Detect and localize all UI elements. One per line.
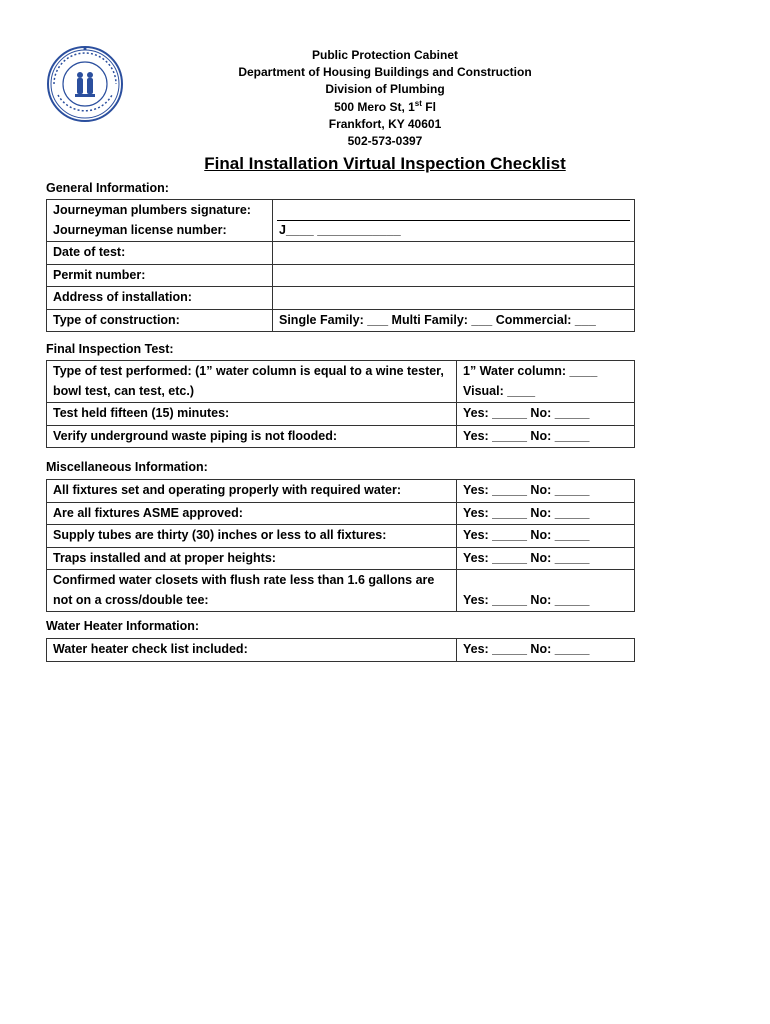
- permit-label: Permit number:: [47, 264, 273, 287]
- table-row: [47, 287, 635, 310]
- header-line: Department of Housing Buildings and Construction: [238, 65, 532, 80]
- final-test-table: [46, 360, 635, 448]
- visual-field[interactable]: Visual: ____: [463, 383, 536, 398]
- header-city: Frankfort, KY 40601: [328, 116, 442, 131]
- table-row: [47, 547, 635, 570]
- table-row: [47, 309, 635, 332]
- water-heater-table: [46, 638, 635, 662]
- test-type-field[interactable]: [457, 361, 635, 403]
- general-section-label: General Information:: [46, 181, 169, 195]
- misc-table: [46, 479, 635, 612]
- yes-no-field[interactable]: Yes: _____ No: _____: [457, 570, 635, 612]
- fixtures-operating-label: All fixtures set and operating properly with required water:: [47, 480, 457, 503]
- yes-no-field[interactable]: Yes: _____ No: _____: [457, 403, 635, 426]
- final-test-section-label: Final Inspection Test:: [46, 342, 174, 356]
- header-phone: 502-573-0397: [347, 134, 423, 149]
- agency-header: [175, 47, 595, 150]
- table-row: [47, 570, 635, 612]
- traps-label: Traps installed and at proper heights:: [47, 547, 457, 570]
- construction-label: Type of construction:: [47, 309, 273, 332]
- table-row: [47, 200, 635, 242]
- table-row: [47, 242, 635, 265]
- permit-field[interactable]: [273, 264, 635, 287]
- address-label: Address of installation:: [47, 287, 273, 310]
- test-held-label: Test held fifteen (15) minutes:: [47, 403, 457, 426]
- yes-no-field[interactable]: Yes: _____ No: _____: [457, 425, 635, 448]
- table-row: [47, 525, 635, 548]
- yes-no-field[interactable]: Yes: _____ No: _____: [457, 525, 635, 548]
- page-title: Final Installation Virtual Inspection Checklist: [204, 154, 566, 173]
- yes-no-field[interactable]: Yes: _____ No: _____: [457, 502, 635, 525]
- water-heater-section-label: Water Heater Information:: [46, 619, 200, 633]
- table-row: [47, 639, 635, 662]
- date-label: Date of test:: [47, 242, 273, 265]
- general-info-table: [46, 199, 635, 332]
- license-field[interactable]: J____ ____________: [279, 223, 401, 237]
- water-heater-label: Water heater check list included:: [47, 639, 457, 662]
- yes-no-field[interactable]: Yes: _____ No: _____: [457, 639, 635, 662]
- table-row: [47, 502, 635, 525]
- yes-no-field[interactable]: Yes: _____ No: _____: [457, 480, 635, 503]
- table-row: [47, 480, 635, 503]
- signature-label: Journeyman plumbers signature:: [53, 203, 251, 217]
- signature-field[interactable]: [277, 201, 630, 221]
- yes-no-field[interactable]: Yes: _____ No: _____: [457, 547, 635, 570]
- construction-field[interactable]: Single Family: ___ Multi Family: ___ Commercial: ___: [273, 309, 635, 332]
- header-street: 500 Mero St, 1st Fl: [334, 98, 436, 114]
- supply-tubes-label: Supply tubes are thirty (30) inches or less to all fixtures:: [47, 525, 457, 548]
- water-closets-label: Confirmed water closets with flush rate less than 1.6 gallons are not on a cross/double tee:: [47, 570, 457, 612]
- asme-approved-label: Are all fixtures ASME approved:: [47, 502, 457, 525]
- test-type-label: Type of test performed: (1” water column is equal to a wine tester, bowl test, can test, etc.): [47, 361, 457, 403]
- table-row: [47, 425, 635, 448]
- water-column-field[interactable]: 1” Water column: ____: [463, 364, 598, 378]
- table-row: [47, 361, 635, 403]
- underground-piping-label: Verify underground waste piping is not flooded:: [47, 425, 457, 448]
- signature-license-values[interactable]: [273, 200, 635, 242]
- table-row: [47, 264, 635, 287]
- signature-license-labels: [47, 200, 273, 242]
- misc-section-label: Miscellaneous Information:: [46, 460, 208, 474]
- table-row: [47, 403, 635, 426]
- date-field[interactable]: [273, 242, 635, 265]
- header-line: Division of Plumbing: [325, 82, 445, 97]
- header-line: Public Protection Cabinet: [311, 48, 458, 62]
- address-field[interactable]: [273, 287, 635, 310]
- kentucky-seal-icon: [46, 45, 124, 123]
- license-label: Journeyman license number:: [53, 222, 227, 237]
